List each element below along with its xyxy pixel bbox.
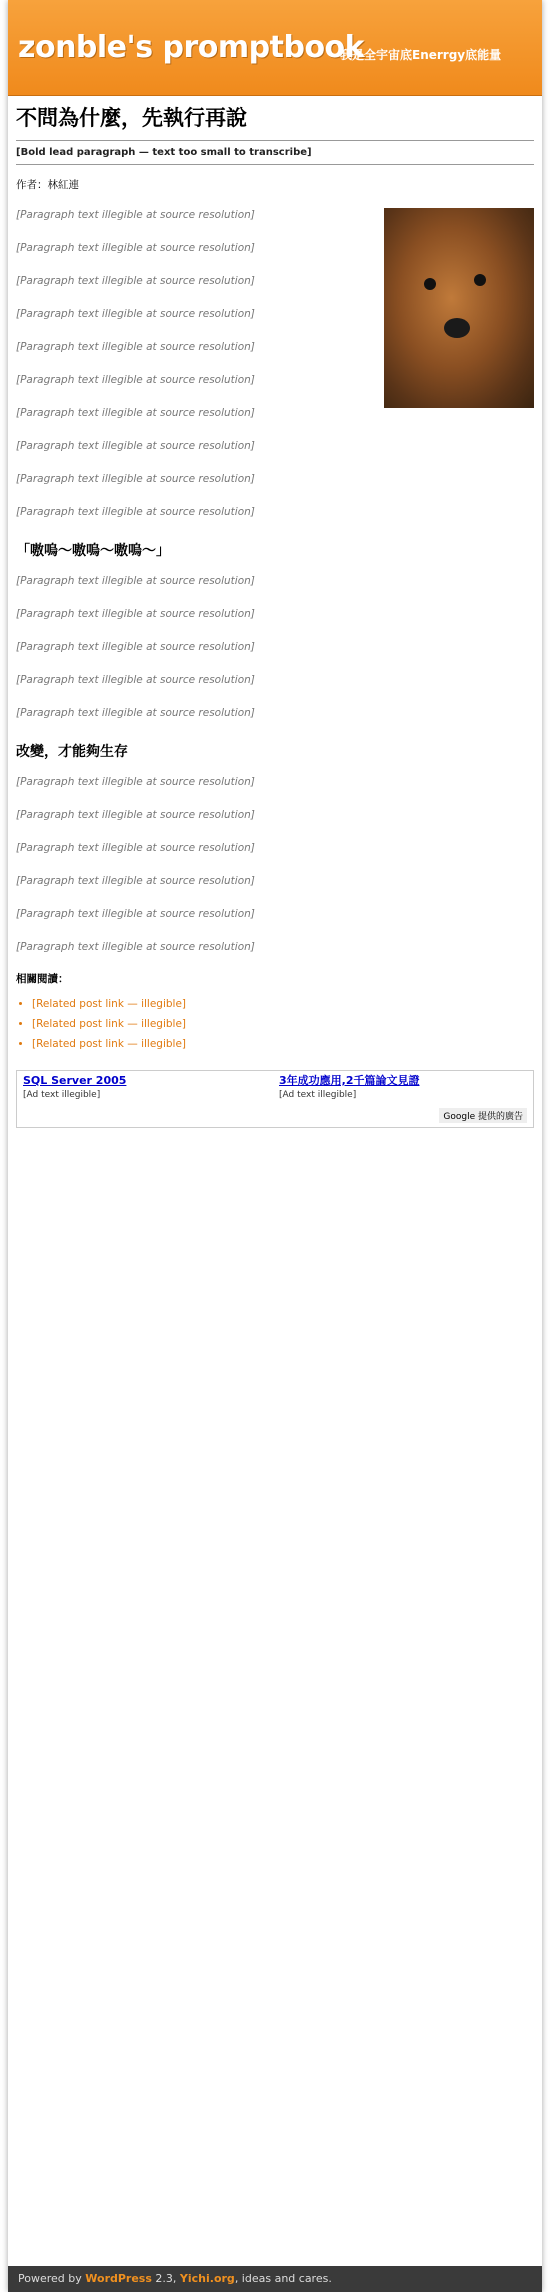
related-link[interactable]: • [Related post link — illegible] bbox=[32, 1034, 534, 1054]
footer-yichi-link[interactable]: Yichi.org bbox=[179, 2272, 235, 2285]
paragraph: [Paragraph text illegible at source resolution] bbox=[16, 641, 255, 653]
paragraph: [Paragraph text illegible at source resolution] bbox=[16, 506, 255, 518]
paragraph: [Paragraph text illegible at source resolution] bbox=[16, 575, 255, 587]
footer-suffix: , ideas and cares. bbox=[234, 2272, 332, 2285]
paragraph: [Paragraph text illegible at source resolution] bbox=[16, 674, 255, 686]
ad-item-1[interactable] bbox=[23, 1075, 233, 1101]
section-heading-1: 「嗷嗚～嗷嗚～嗷嗚～」 bbox=[16, 543, 170, 559]
footer-powered: Powered by bbox=[18, 2272, 82, 2285]
related-title: 相關閱讀： bbox=[16, 973, 69, 985]
site-header bbox=[8, 0, 542, 96]
paragraph: [Paragraph text illegible at source resolution] bbox=[16, 608, 255, 620]
ad-item-2[interactable] bbox=[279, 1075, 489, 1101]
dog-nose bbox=[444, 318, 470, 338]
paragraph: [Paragraph text illegible at source resolution] bbox=[16, 242, 255, 254]
article-body-3 bbox=[16, 773, 534, 957]
page bbox=[8, 0, 542, 2292]
paragraph: [Paragraph text illegible at source resolution] bbox=[16, 440, 255, 452]
ads-by-google[interactable]: Google 提供的廣告 bbox=[439, 1108, 527, 1123]
related-link[interactable]: • [Related post link — illegible] bbox=[32, 994, 534, 1014]
site-footer bbox=[8, 2266, 542, 2292]
ad-text-2: [Ad text illegible] bbox=[279, 1090, 357, 1100]
paragraph: [Paragraph text illegible at source resolution] bbox=[16, 908, 255, 920]
paragraph: [Paragraph text illegible at source resolution] bbox=[16, 209, 255, 221]
site-tagline: 我是全宇宙底Enerrgy底能量 bbox=[340, 48, 502, 62]
dog-eye-left bbox=[424, 278, 436, 290]
paragraph: [Paragraph text illegible at source resolution] bbox=[16, 374, 255, 386]
paragraph: [Paragraph text illegible at source resolution] bbox=[16, 473, 255, 485]
paragraph: [Paragraph text illegible at source resolution] bbox=[16, 407, 255, 419]
paragraph: [Paragraph text illegible at source resolution] bbox=[16, 941, 255, 953]
related-list bbox=[32, 994, 534, 1054]
related-link[interactable]: • [Related post link — illegible] bbox=[32, 1014, 534, 1034]
paragraph: [Paragraph text illegible at source resolution] bbox=[16, 707, 255, 719]
paragraph: [Paragraph text illegible at source resolution] bbox=[16, 308, 255, 320]
paragraph: [Paragraph text illegible at source resolution] bbox=[16, 809, 255, 821]
footer-version: 2.3, bbox=[155, 2272, 177, 2285]
paragraph: [Paragraph text illegible at source resolution] bbox=[16, 275, 255, 287]
ad-title-2[interactable]: 3年成功應用,2千篇論文見證 bbox=[279, 1074, 420, 1087]
article-title: 不問為什麼，先執行再說 bbox=[16, 106, 247, 130]
ad-text-1: [Ad text illegible] bbox=[23, 1090, 101, 1100]
article bbox=[8, 96, 542, 1128]
ad-block bbox=[16, 1070, 534, 1128]
paragraph: [Paragraph text illegible at source resolution] bbox=[16, 842, 255, 854]
paragraph: [Paragraph text illegible at source resolution] bbox=[16, 341, 255, 353]
article-lead: [Bold lead paragraph — text too small to transcribe] bbox=[16, 140, 534, 165]
section-heading-2: 改變，才能夠生存 bbox=[16, 744, 128, 760]
paragraph: [Paragraph text illegible at source resolution] bbox=[16, 776, 255, 788]
article-body-2 bbox=[16, 572, 534, 723]
dog-photo bbox=[384, 208, 534, 408]
footer-wordpress-link[interactable]: WordPress bbox=[85, 2272, 152, 2285]
dog-eye-right bbox=[474, 274, 486, 286]
paragraph: [Paragraph text illegible at source resolution] bbox=[16, 875, 255, 887]
site-title[interactable]: zonble's promptbook bbox=[18, 30, 365, 65]
article-byline: 作者：林紅連 bbox=[16, 179, 79, 191]
ad-title-1[interactable]: SQL Server 2005 bbox=[23, 1074, 127, 1087]
